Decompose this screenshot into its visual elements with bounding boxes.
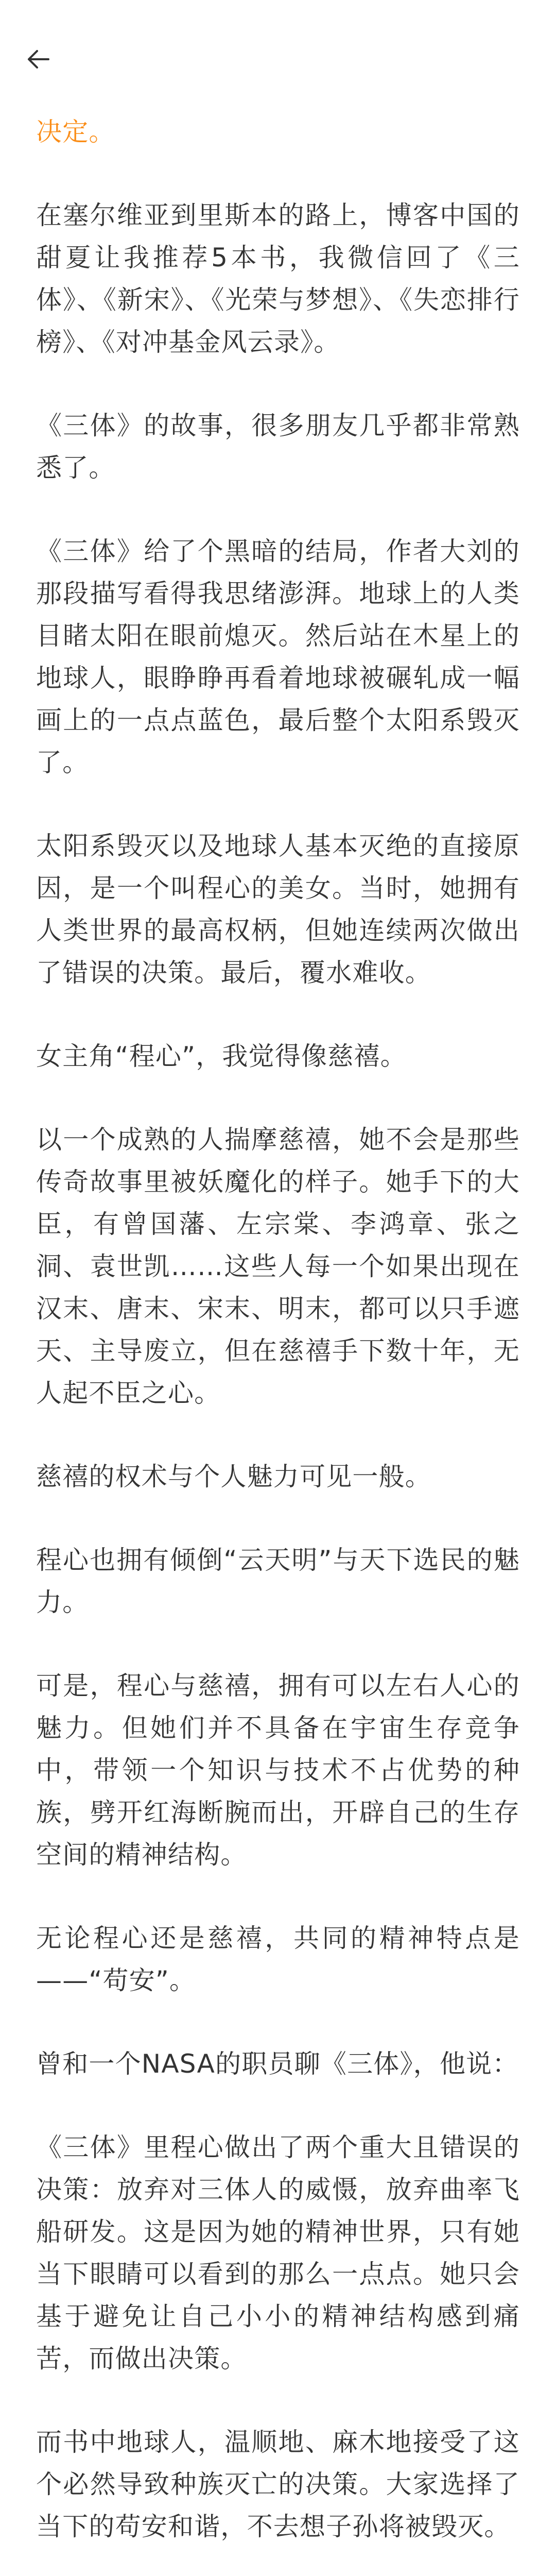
article-paragraph: 曾和一个NASA的职员聊《三体》，他说：: [36, 2049, 519, 2079]
top-nav-bar: [0, 0, 556, 77]
article-paragraph: 女主角“程心”，我觉得像慈禧。: [36, 1041, 407, 1071]
article-paragraph: 决定。: [36, 117, 115, 147]
article-paragraph: 《三体》给了个黑暗的结局，作者大刘的那段描写看得我思绪澎湃。地球上的人类目睹太阳在眼前熄灭。然后站在木星上的地球人，眼睁睁再看着地球被碾轧成一幅画上的一点点蓝色，最后整个太阳系毁灭了。: [36, 536, 520, 777]
article-paragraph: 慈禧的权术与个人魅力可见一般。: [36, 1462, 431, 1492]
article-paragraph: 在塞尔维亚到里斯本的路上，博客中国的甜夏让我推荐5本书，我微信回了《三体》、《新宋》、《光荣与梦想》、《失恋排行榜》、《对冲基金风云录》。: [36, 200, 520, 357]
back-button[interactable]: [14, 41, 61, 77]
article-paragraph: 以一个成熟的人揣摩慈禧，她不会是那些传奇故事里被妖魔化的样子。她手下的大臣，有曾国藩、左宗棠、李鸿章、张之洞、袁世凯……这些人每一个如果出现在汉末、唐末、宋末、明末，都可以只手遮天、主导废立，但在慈禧手下数十年，无人起不臣之心。: [36, 1125, 520, 1408]
article-body: [36, 111, 520, 2576]
article-paragraph: 程心也拥有倾倒“云天明”与天下选民的魅力。: [36, 1545, 520, 1617]
arrow-left-icon: [26, 49, 49, 70]
article-paragraph: 《三体》的故事，很多朋友几乎都非常熟悉了。: [36, 411, 520, 483]
article-paragraph: 可是，程心与慈禧，拥有可以左右人心的魅力。但她们并不具备在宇宙生存竞争中，带领一个知识与技术不占优势的种族，劈开红海断腕而出，开辟自己的生存空间的精神结构。: [36, 1671, 520, 1870]
article-paragraph: 而书中地球人，温顺地、麻木地接受了这个必然导致种族灭亡的决策。大家选择了当下的苟安和谐，不去想子孙将被毁灭。: [36, 2427, 520, 2541]
article-paragraph: 无论程心还是慈禧，共同的精神特点是——“苟安”。: [36, 1923, 520, 1995]
article-paragraph: 太阳系毁灭以及地球人基本灭绝的直接原因，是一个叫程心的美女。当时，她拥有人类世界的最高权柄，但她连续两次做出了错误的决策。最后，覆水难收。: [36, 831, 520, 988]
article-paragraph: 《三体》里程心做出了两个重大且错误的决策：放弃对三体人的威慑，放弃曲率飞船研发。这是因为她的精神世界，只有她当下眼睛可以看到的那么一点点。她只会基于避免让自己小小的精神结构感到痛苦，而做出决策。: [36, 2132, 520, 2374]
